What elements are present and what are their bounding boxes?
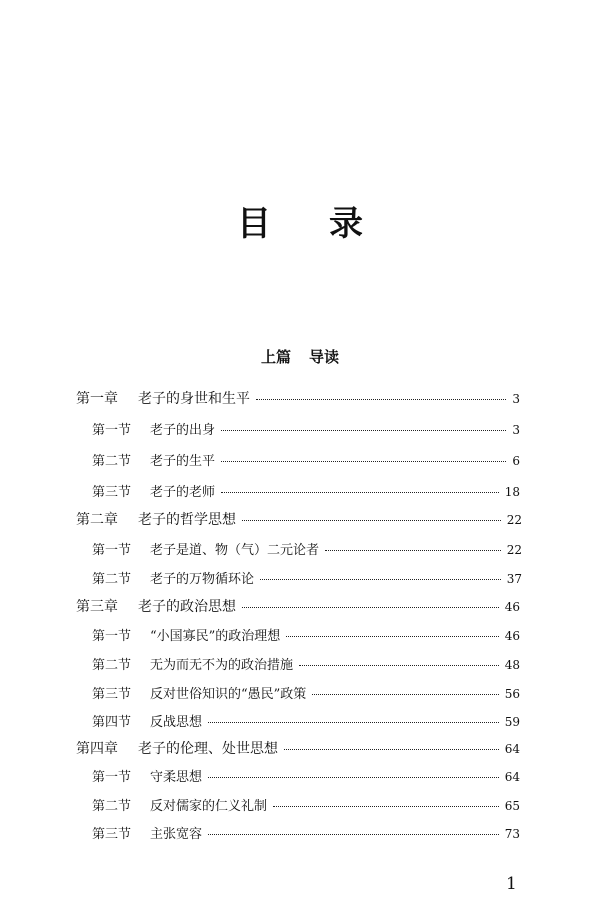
entry-page-number: 64: [504, 770, 520, 784]
section-label: 第一节: [92, 770, 132, 785]
entry-page-number: 73: [504, 827, 520, 841]
dot-leader: [284, 749, 499, 750]
section-label: 第一节: [92, 543, 132, 558]
dot-leader: [208, 722, 499, 723]
part-label: 上篇: [260, 348, 291, 366]
section-label: 第四节: [92, 715, 132, 730]
section-label: 第二节: [92, 658, 132, 673]
dot-leader: [221, 430, 506, 431]
dot-leader: [242, 607, 499, 608]
dot-leader: [299, 665, 499, 666]
section-label: 第二节: [92, 799, 132, 814]
title-char-2: 录: [329, 204, 363, 244]
entry-page-number: 46: [504, 629, 520, 643]
section-label: 第三节: [92, 827, 132, 842]
entry-title: 老子的生平: [150, 454, 216, 469]
entry-title: 老子的出身: [150, 423, 216, 438]
entry-title: 老子的政治思想: [138, 599, 236, 615]
dot-leader: [208, 834, 499, 835]
entry-title: 老子的老师: [150, 485, 216, 500]
toc-chapter-entry[interactable]: [76, 738, 520, 758]
dot-leader: [312, 694, 498, 695]
entry-title: 老子的伦理、处世思想: [138, 741, 278, 757]
entry-title: 无为而无不为的政治措施: [150, 658, 294, 673]
chapter-label: 第三章: [76, 599, 118, 615]
entry-page-number: 18: [504, 485, 520, 499]
section-label: 第一节: [92, 423, 132, 438]
toc-section-entry[interactable]: [92, 450, 520, 469]
entry-title: 老子的万物循环论: [150, 572, 255, 587]
entry-page-number: 3: [512, 423, 520, 437]
toc-section-entry[interactable]: [92, 539, 522, 558]
entry-page-number: 22: [506, 513, 522, 527]
entry-title: 老子的身世和生平: [138, 391, 250, 407]
entry-page-number: 3: [512, 392, 520, 406]
dot-leader: [256, 399, 506, 400]
entry-page-number: 56: [504, 687, 520, 701]
entry-title: 老子的哲学思想: [138, 512, 236, 528]
entry-page-number: 48: [504, 658, 520, 672]
toc-chapter-entry[interactable]: [76, 388, 520, 408]
toc-section-entry[interactable]: [92, 625, 520, 644]
dot-leader: [325, 550, 501, 551]
toc-section-entry[interactable]: [92, 683, 520, 702]
chapter-label: 第一章: [76, 391, 118, 407]
toc-section-entry[interactable]: [92, 766, 520, 785]
chapter-label: 第二章: [76, 512, 118, 528]
dot-leader: [242, 520, 501, 521]
title-char-1: 目: [237, 204, 271, 244]
toc-section-entry[interactable]: [92, 823, 520, 842]
entry-title: 反对世俗知识的“愚民”政策: [150, 687, 307, 702]
entry-page-number: 6: [512, 454, 520, 468]
entry-page-number: 46: [504, 600, 520, 614]
section-label: 第二节: [92, 454, 132, 469]
toc-section-entry[interactable]: [92, 568, 522, 587]
section-label: 第二节: [92, 572, 132, 587]
entry-page-number: 59: [504, 715, 520, 729]
toc-section-entry[interactable]: [92, 419, 520, 438]
entry-page-number: 65: [504, 799, 520, 813]
entry-page-number: 22: [506, 543, 522, 557]
toc-section-entry[interactable]: [92, 795, 520, 814]
entry-page-number: 37: [506, 572, 522, 586]
dot-leader: [286, 636, 498, 637]
entry-title: “小国寡民”的政治理想: [150, 629, 281, 644]
section-label: 第三节: [92, 687, 132, 702]
chapter-label: 第四章: [76, 741, 118, 757]
section-label: 第三节: [92, 485, 132, 500]
dot-leader: [260, 579, 501, 580]
entry-title: 主张宽容: [150, 827, 203, 842]
section-label: 第一节: [92, 629, 132, 644]
toc-chapter-entry[interactable]: [76, 509, 522, 529]
toc-section-entry[interactable]: [92, 711, 520, 730]
dot-leader: [221, 492, 499, 493]
dot-leader: [221, 461, 506, 462]
entry-title: 老子是道、物（气）二元论者: [150, 543, 320, 558]
toc-section-entry[interactable]: [92, 481, 520, 500]
dot-leader: [208, 777, 499, 778]
toc-chapter-entry[interactable]: [76, 596, 520, 616]
entry-title: 反对儒家的仁义礼制: [150, 799, 268, 814]
entry-title: 反战思想: [150, 715, 203, 730]
page-number: 1: [506, 874, 517, 894]
dot-leader: [273, 806, 499, 807]
entry-title: 守柔思想: [150, 770, 203, 785]
toc-section-entry[interactable]: [92, 654, 520, 673]
part-name: 导读: [309, 348, 340, 366]
entry-page-number: 64: [504, 742, 520, 756]
